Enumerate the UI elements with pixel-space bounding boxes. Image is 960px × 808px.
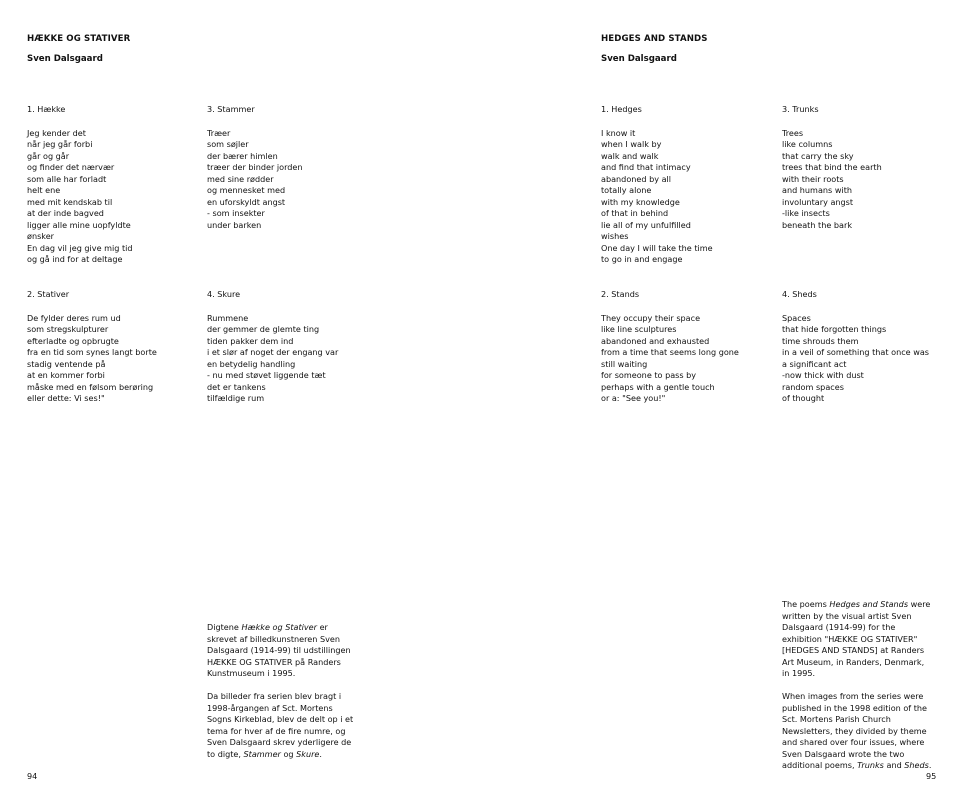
poem-line: med sine rødder xyxy=(207,173,274,184)
poem-line: som alle har forladt xyxy=(27,173,107,184)
poem-line: og gå ind for at deltage xyxy=(27,254,123,264)
poem-line: når jeg går forbi xyxy=(27,139,93,149)
page-number: 94 xyxy=(27,771,38,781)
poem-line: One day I will take the time xyxy=(601,242,713,253)
poem-line: - som insekter xyxy=(207,208,265,218)
poem-line: En dag vil jeg give mig tid xyxy=(27,242,133,253)
poem-line: og finder det nærvær xyxy=(27,162,115,172)
author: Sven Dalsgaard xyxy=(601,54,677,64)
poem-line: ønsker xyxy=(27,231,55,241)
poem-line: abandoned and exhausted xyxy=(601,335,710,346)
poem xyxy=(207,104,377,231)
poem xyxy=(601,104,771,266)
poem-line: -like insects xyxy=(782,208,830,218)
poem-line: træer der binder jorden xyxy=(207,162,303,172)
poem-line: walk and walk xyxy=(601,150,659,161)
poem-line: for someone to pass by xyxy=(601,370,697,380)
poem xyxy=(27,289,197,405)
poem-line: time shrouds them xyxy=(782,335,859,346)
poem-line: fra en tid som synes langt borte xyxy=(27,347,157,357)
poem-heading: 1. Hække xyxy=(27,104,66,114)
poem-line: like line sculptures xyxy=(601,324,677,334)
poem-line: at en kommer forbi xyxy=(27,370,105,380)
poem-line: from a time that seems long gone xyxy=(601,347,739,357)
poem-line: They occupy their space xyxy=(601,312,701,323)
poem xyxy=(782,289,952,405)
poem-line: der gemmer de glemte ting xyxy=(207,324,320,334)
poem-line: wishes xyxy=(601,231,629,241)
poem-line: at der inde bagved xyxy=(27,208,104,218)
poem-line: De fylder deres rum ud xyxy=(27,312,121,323)
poem-line: like columns xyxy=(782,139,833,149)
poem-line: involuntary angst xyxy=(782,196,854,207)
poem-line: som søjler xyxy=(207,139,249,149)
page-title: HEDGES AND STANDS xyxy=(601,34,708,44)
poem-line: tilfældige rum xyxy=(207,393,265,403)
poem-lines xyxy=(207,128,377,232)
poem-line: som stregskulpturer xyxy=(27,324,109,334)
poem-line: og mennesket med xyxy=(207,185,286,195)
poem-line: trees that bind the earth xyxy=(782,162,882,172)
note-paragraph: When images from the series were published in the 1998 edition of the Sct. Mortens Parish Church Newsletters, they divided by theme and shared over four issues, where Sven Dalsgaard wrote the two additional poems, Trunks and Sheds. xyxy=(782,691,932,770)
page-number: 95 xyxy=(926,771,937,781)
poem-line: eller dette: Vi ses!" xyxy=(27,393,105,403)
poem-heading: 2. Stands xyxy=(601,289,640,299)
poem-line: under barken xyxy=(207,219,262,230)
poem-line: - nu med støvet liggende tæt xyxy=(207,370,326,380)
poem-line: -now thick with dust xyxy=(782,370,864,380)
publication-note xyxy=(782,599,932,783)
poem-heading: 4. Skure xyxy=(207,289,241,299)
poem-line: of that in behind xyxy=(601,208,669,218)
poem-line: of thought xyxy=(782,393,825,403)
poem-heading: 4. Sheds xyxy=(782,289,817,299)
poem-line: abandoned by all xyxy=(601,173,672,184)
note-paragraph: The poems Hedges and Stands were written by the visual artist Sven Dalsgaard (1914-99) for the exhibition "HÆKKE OG STATIVER" [HEDGES AND STANDS] at Randers Art Museum, in Randers, Denmark, in 1995. xyxy=(782,599,931,678)
poem-line: perhaps with a gentle touch xyxy=(601,381,715,392)
poem-line: or a: "See you!" xyxy=(601,393,666,403)
poem-line: i et slør af noget der engang var xyxy=(207,347,339,357)
poem-line: lie all of my unfulfilled xyxy=(601,219,691,230)
poem-line: a significant act xyxy=(782,358,847,369)
poem-line: to go in and engage xyxy=(601,254,683,264)
poem-heading: 3. Trunks xyxy=(782,104,819,114)
poem-lines xyxy=(27,313,197,405)
poem-line: tiden pakker dem ind xyxy=(207,335,294,346)
poem-lines xyxy=(601,128,771,266)
poem-line: that carry the sky xyxy=(782,150,854,161)
poem-line: Træer xyxy=(207,127,231,138)
poem-heading: 3. Stammer xyxy=(207,104,255,114)
poem-lines xyxy=(782,313,952,405)
poem-line: ligger alle mine uopfyldte xyxy=(27,219,131,230)
poem-line: beneath the bark xyxy=(782,219,853,230)
poem xyxy=(207,289,377,405)
page-title: HÆKKE OG STATIVER xyxy=(27,34,131,44)
poem-line: en uforskyldt angst xyxy=(207,196,286,207)
note-paragraph: Digtene Hække og Stativer er skrevet af billedkunstneren Sven Dalsgaard (1914-99) til udstillingen HÆKKE OG STATIVER på Randers Kunstmuseum i 1995. xyxy=(207,622,351,678)
poem-line: and find that intimacy xyxy=(601,162,691,172)
poem-line: Rummene xyxy=(207,312,249,323)
poem-line: Spaces xyxy=(782,312,811,323)
poem-line: Trees xyxy=(782,127,804,138)
poem-line: random spaces xyxy=(782,381,844,392)
poem-line: with my knowledge xyxy=(601,196,680,207)
poem-line: der bærer himlen xyxy=(207,150,278,161)
poem-line: går og går xyxy=(27,150,70,161)
poem-line: and humans with xyxy=(782,185,852,195)
poem-heading: 1. Hedges xyxy=(601,104,642,114)
poem-lines xyxy=(27,128,197,266)
poem-lines xyxy=(207,313,377,405)
poem-line: måske med en følsom berøring xyxy=(27,381,154,392)
poem-line: stadig ventende på xyxy=(27,358,106,369)
poem xyxy=(601,289,771,405)
poem-line: with their roots xyxy=(782,173,844,184)
right-page xyxy=(480,0,960,808)
poem-line: I know it xyxy=(601,127,636,138)
poem-heading: 2. Stativer xyxy=(27,289,70,299)
note-paragraph: Da billeder fra serien blev bragt i 1998-årgangen af Sct. Mortens Sogns Kirkeblad, blev de delt op i et tema for hver af de fire numre, og Sven Dalsgaard skrev yderligere de to digte, Stammer og Skure. xyxy=(207,691,354,759)
poem-line: still waiting xyxy=(601,358,648,369)
publication-note xyxy=(207,622,357,772)
poem-line: Jeg kender det xyxy=(27,127,86,138)
poem-line: det er tankens xyxy=(207,381,266,392)
poem-line: that hide forgotten things xyxy=(782,324,887,334)
poem xyxy=(782,104,952,231)
author: Sven Dalsgaard xyxy=(27,54,103,64)
poem-line: totally alone xyxy=(601,185,652,195)
poem-lines xyxy=(601,313,771,405)
poem-line: med mit kendskab til xyxy=(27,196,113,207)
poem-line: helt ene xyxy=(27,185,61,195)
poem-line: efterladte og opbrugte xyxy=(27,335,119,346)
poem-lines xyxy=(782,128,952,232)
poem-line: in a veil of something that once was xyxy=(782,347,930,357)
poem xyxy=(27,104,197,266)
poem-line: en betydelig handling xyxy=(207,358,296,369)
poem-line: when I walk by xyxy=(601,139,662,149)
